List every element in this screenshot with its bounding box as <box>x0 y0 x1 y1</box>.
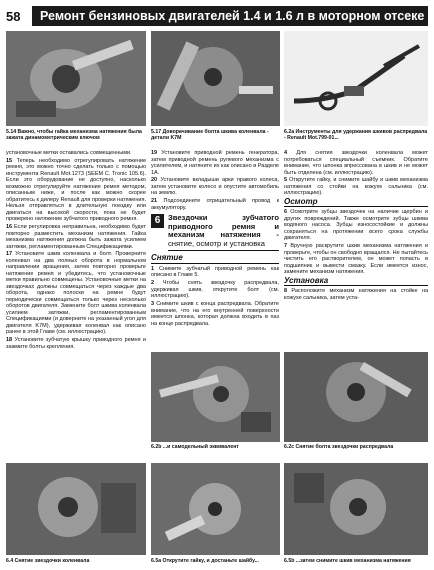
paragraph <box>151 198 279 211</box>
paragraph-number: 21 <box>151 198 158 205</box>
chapter-title: Ремонт бензиновых двигателей 1.4 и 1.6 л в моторном отсеке <box>32 6 428 26</box>
paragraph-text: Осмотрите зубцы звездочек на наличие щербин и других повреждений. Также осмотрите зубцы шкива водяного насоса. Зубцы износостойкие и должны сохраняться на протяжении всего срока службы двигателя. <box>284 209 428 242</box>
paragraph <box>6 251 146 336</box>
paragraph-number: 7 <box>284 243 288 250</box>
paragraph <box>6 337 146 350</box>
paragraph-number: 5 <box>284 177 288 184</box>
paragraph-number: 16 <box>6 224 13 231</box>
text-column-2 <box>151 150 279 328</box>
text-column-3 <box>284 150 428 302</box>
section-subtitle: снятие, осмотр и установка <box>168 238 266 248</box>
paragraph-text: Если регулировка неправильна, необходимо будет повторно разместить механизм натяжения. Гайка механизма натяжения должна быть зажата усилием затяжки, регламентированным Спецификациями. <box>6 224 146 250</box>
paragraph <box>151 301 279 327</box>
paragraph-text: Установите вкладыши арки правого колеса, затем установите колесо и опустите автомобиль на землю. <box>151 177 279 197</box>
paragraph <box>284 177 428 197</box>
photo-6-5b <box>284 463 428 555</box>
paragraph <box>151 150 279 176</box>
caption-5-17: 5.17 Доворачивание болта шкива коленвала - детали K7M <box>151 129 269 142</box>
paragraph-number: 19 <box>151 150 158 156</box>
paragraph <box>284 150 428 176</box>
section-number: 6 <box>151 214 164 228</box>
caption-6-5b: 6.5b ...затем снимите шкив механизма натяжения <box>284 558 411 564</box>
photo-6-2a <box>284 31 428 126</box>
section-title-text: Звездочки зубчатого приводного ремня и механизм натяжения - <box>168 213 279 240</box>
paragraph-number: 3 <box>151 301 155 308</box>
subheading-inspection: Осмотр <box>284 199 428 208</box>
paragraph-text: установочные метки оставались совмещенными. <box>6 150 132 156</box>
paragraph-number: 17 <box>6 251 13 258</box>
paragraph-text: Подсоедините отрицательный провод к аккумулятору. <box>151 198 280 211</box>
photo-5-17 <box>151 31 280 126</box>
subheading-removal: Снятие <box>151 255 279 264</box>
photo-5-14 <box>6 31 146 126</box>
paragraph-number: 8 <box>284 288 288 295</box>
caption-6-4: 6.4 Снятие звездочки коленвала <box>6 558 90 564</box>
caption-5-14: 5.14 Важно, чтобы гайка механизма натяжения была зажата динамометрическим ключом <box>6 129 142 142</box>
paragraph-number: 20 <box>151 177 158 184</box>
paragraph-number: 15 <box>6 157 13 164</box>
paragraph-number: 6 <box>284 209 288 216</box>
paragraph-text: Вручную раскрутите шкив механизма натяжения и проверьте, чтобы он свободно вращался. Не пытайтесь чистить его растворителем, он может попасть в подшипник и вывести смазку. Если имеется износ, замените механизм натяжения. <box>284 243 428 276</box>
photo-6-2c <box>284 352 428 442</box>
caption-6-2a: 6.2a Инструменты для удержания шкивов распредвала - Renault Mot.799-01... <box>284 129 428 142</box>
paragraph <box>284 209 428 242</box>
paragraph <box>6 224 146 250</box>
paragraph-text: Теперь необходимо отрегулировать натяжение ремня, это можно точно сделать только с помощью инструмента Renault Mot.1273 (SEEM C. Tronic 105.6). Если это оборудование не доступно, насколько возможно отрегулируйте натяжение ремня методом, описанным ниже, и после как можно скорее обратитесь к дилеру Renault для проверки натяжения. Нельзя отправляться в длительную поездку или двигаться на высокой скорости, пока не будет проверено натяжение зубчатого приводного ремня. <box>6 157 147 223</box>
paragraph-number: 2 <box>151 280 155 287</box>
paragraph-text: Снимите зубчатый приводной ремень как описано в Главе 5. <box>151 265 279 279</box>
paragraph-text: Расположите механизм натяжения на стойке на кожухе сальника, затем уста- <box>284 288 428 301</box>
caption-6-2b: 6.2b ...и самодельный эквивалент <box>151 444 239 450</box>
paragraph <box>151 280 279 300</box>
paragraph-text: Чтобы снять звездочку распредвала, удерживая шкив, открутите болт (см. иллюстрацию). <box>151 280 279 300</box>
section-heading <box>151 214 279 251</box>
photo-6-2b <box>151 352 280 442</box>
paragraph-number: 4 <box>284 150 288 156</box>
paragraph-text: Для снятия звездочки коленвала может потребоваться специальный съемник. Обратите внимание, что шпонка впрессована в шкив и не может быть отделена (см. иллюстрацию). <box>284 150 429 176</box>
paragraph-number: 1 <box>151 265 155 272</box>
paragraph-text: Установите шкив коленвала и болт. Проверните коленвал на два полных оборота в нормальном направлении вращения, затем повторно проверьте натяжение ремня и убедитесь, что установочные метки правильно совмещены. Установочные метки на звездочках должны совмещаться через каждые два оборота, однако полоски на ремне будут периодически совмещаться только через несколько оборотов двигателя. Замените болт шкива коленвала усилием затяжки, регламентированным Спецификациями (и доверните на указанный угол для двигателя K7M), удерживая коленвал как описано ранее в этой Главе (см. иллюстрацию). <box>6 251 146 336</box>
paragraph <box>284 243 428 276</box>
photo-6-5a <box>151 463 280 555</box>
paragraph-text: Открутите гайку, и снимите шайбу и шкив механизма натяжения со стойки на кожухе сальника (см. иллюстрацию). <box>284 177 428 197</box>
section-title <box>168 214 279 251</box>
photo-6-4 <box>6 463 146 555</box>
paragraph-number: 18 <box>6 337 13 344</box>
paragraph-text: Установите приводной ремень генератора, затем приводной ремень рулевого механизма с усилителем, и натяните их как описано в Разделе 1А. <box>151 150 279 176</box>
paragraph <box>6 158 146 223</box>
page-number: 58 <box>6 8 21 24</box>
text-column-1 <box>6 150 146 351</box>
paragraph-text: Установите зубчатую крышку приводного ремня и зажмите болты крепления. <box>6 337 146 350</box>
page-header <box>6 6 428 26</box>
caption-6-5a: 6.5a Открутите гайку, и достаньте шайбу... <box>151 558 259 564</box>
paragraph <box>151 177 279 197</box>
caption-6-2c: 6.2c Снятие болта звездочки распредвала <box>284 444 394 450</box>
paragraph <box>6 150 146 157</box>
paragraph <box>151 266 279 279</box>
paragraph-text: Снимите шкив с конца распредвала. Обратите внимание, что на его внутренней поверхности имеется шпонка, которая должна входить в паз на конце распредвала. <box>151 301 279 327</box>
paragraph <box>284 288 428 301</box>
subheading-installation: Установка <box>284 278 428 287</box>
